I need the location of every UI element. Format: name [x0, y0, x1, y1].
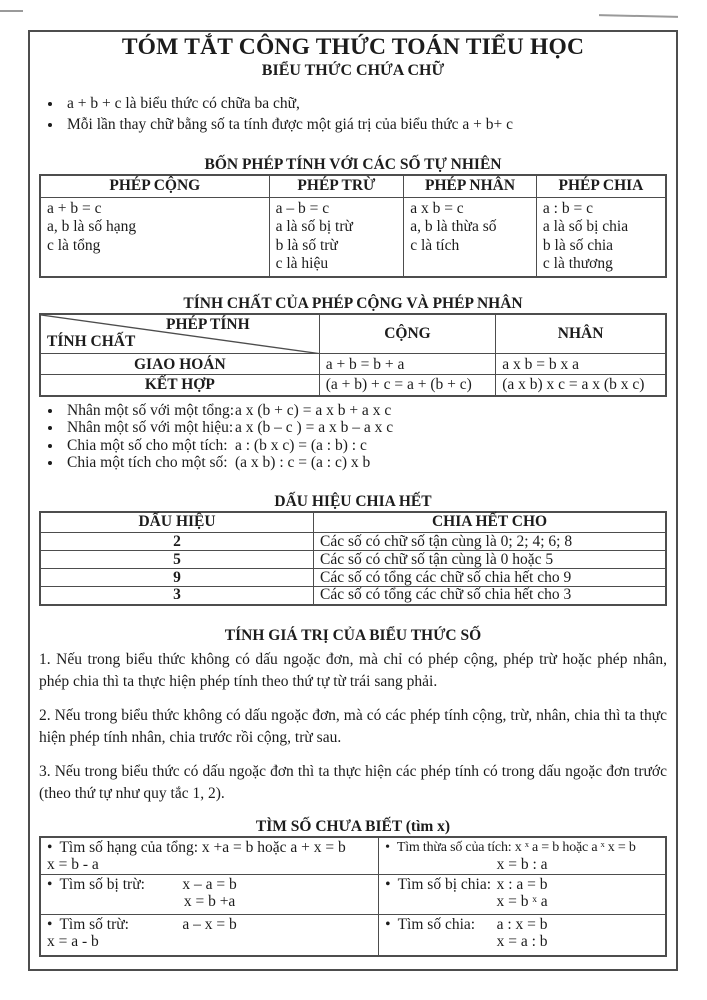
- find-divisor-cell: [379, 914, 666, 956]
- rule-paragraph-1: 1. Nếu trong biểu thức không có dấu ngoặc đơn, mà chỉ có phép cộng, phép trừ hoặc phép nhân, phép chia thì ta thực hiện phép tính theo thứ tự từ trái sang phải.: [39, 650, 667, 690]
- find-x-result: x = a : b: [496, 933, 548, 950]
- find-x-rule-text: Tìm thừa số của tích: x ˣ a = b hoặc a ˣ x = b: [396, 839, 636, 855]
- table-row-find-minuend-dividend: [40, 874, 666, 914]
- find-x-rule-formula: x : a = b: [496, 875, 548, 893]
- table-row: [40, 197, 666, 277]
- divisor-value: 5: [40, 551, 314, 569]
- find-x-result: x = a - b: [47, 933, 99, 950]
- section-heading-divisibility: DẤU HIỆU CHIA HẾT: [274, 492, 432, 510]
- formula-cell: a x b = b x a: [496, 354, 666, 375]
- rule-formula: a x (b – c ) = a x b – a x c: [235, 419, 394, 436]
- page-title: TÓM TẮT CÔNG THỨC TOÁN TIỂU HỌC: [121, 34, 585, 60]
- find-x-result: x = b - a: [47, 856, 99, 873]
- table-row: [40, 587, 666, 605]
- find-x-rule-label: Tìm số chia:: [397, 915, 476, 933]
- rule-paragraph-2: 2. Nếu trong biểu thức không có dấu ngoặc đơn, mà có các phép tính cộng, trừ, nhân, chia thì ta thực hiện phép tính nhân, chia trước rồi cộng, trừ sau.: [39, 706, 667, 746]
- formula-cell: (a x b) x c = a x (b x c): [496, 375, 666, 396]
- find-factor-cell: [379, 837, 666, 875]
- table-cell-multiplication: a x b = c a, b là thừa số c là tích: [404, 197, 537, 277]
- table-row: [40, 533, 666, 551]
- table-row-find-addend-factor: [40, 837, 666, 875]
- table-row-commutative: [40, 354, 666, 375]
- table-cell-subtraction: a – b = c a là số bị trừ b là số trừ c là hiệu: [269, 197, 404, 277]
- divisibility-rule: Các số có chữ số tận cùng là 0 hoặc 5: [314, 551, 666, 569]
- table-header-row: [40, 314, 666, 354]
- divisor-value: 9: [40, 569, 314, 587]
- divisor-value: 2: [40, 533, 314, 551]
- rule-item: [63, 437, 667, 455]
- scan-artifact-line: [599, 14, 678, 18]
- page-subtitle: BIỂU THỨC CHỨA CHỮ: [261, 62, 445, 79]
- rule-formula: a : (b x c) = (a : b) : c: [235, 436, 367, 454]
- intro-bullet: • Mỗi lần thay chữ bằng số ta tính được một giá trị của biểu thức a + b+ c: [63, 114, 667, 135]
- intro-bullet: • a + b + c là biểu thức có chữa ba chữ,: [63, 93, 667, 114]
- column-header-addition: CỘNG: [319, 314, 496, 354]
- find-dividend-cell: [379, 874, 666, 914]
- table-cell-division: a : b = c a là số bị chia b là số chia c là thương: [536, 197, 666, 277]
- divisibility-rule: Các số có chữ số tận cùng là 0; 2; 4; 6; 8: [314, 533, 666, 551]
- rule-label: Chia một tích cho một số:: [67, 454, 228, 471]
- find-x-result: x = b +a: [183, 893, 236, 910]
- bullet-icon: [383, 840, 397, 855]
- scan-artifact-line: [0, 10, 23, 12]
- find-addend-cell: [40, 837, 379, 875]
- divisibility-rule: Các số có tổng các chữ số chia hết cho 9: [314, 569, 666, 587]
- property-name: GIAO HOÁN: [40, 354, 319, 375]
- find-x-result: x = b : a: [496, 856, 548, 873]
- column-header: PHÉP NHÂN: [404, 175, 537, 197]
- intro-bullet-list: [63, 93, 667, 135]
- table-row-associative: [40, 375, 666, 396]
- column-header: PHÉP CỘNG: [40, 175, 269, 197]
- section-heading-expression-value: TÍNH GIÁ TRỊ CỦA BIỂU THỨC SỐ: [224, 626, 482, 644]
- bullet-icon: [45, 839, 59, 856]
- table-header-row: [40, 175, 666, 197]
- rule-item: [63, 454, 667, 472]
- find-x-rule-label: Tìm số bị chia:: [397, 875, 492, 893]
- table-row-find-subtrahend-divisor: [40, 914, 666, 956]
- rule-label: Chia một số cho một tích:: [67, 436, 228, 454]
- section-heading-properties: TÍNH CHẤT CỦA PHÉP CỘNG VÀ PHÉP NHÂN: [183, 294, 523, 312]
- find-x-result: x = b ˣ a: [496, 893, 548, 910]
- property-name: KẾT HỢP: [40, 375, 319, 396]
- find-x-rule-formula: a : x = b: [496, 915, 548, 933]
- rule-formula: (a x b) : c = (a : c) x b: [235, 454, 371, 471]
- section-heading-four-operations: BỐN PHÉP TÍNH VỚI CÁC SỐ TỰ NHIÊN: [204, 156, 502, 173]
- find-x-rule-label: Tìm số trừ:: [59, 915, 129, 933]
- corner-label-operation: PHÉP TÍNH: [165, 315, 250, 333]
- table-row: [40, 551, 666, 569]
- find-x-rule-formula: x – a = b: [182, 875, 237, 893]
- find-x-rule-formula: a – x = b: [182, 915, 237, 933]
- table-header-row: [40, 512, 666, 533]
- formula-cell: a + b = b + a: [319, 354, 496, 375]
- formula-cell: (a + b) + c = a + (b + c): [319, 375, 496, 396]
- find-x-rule-text: Tìm số hạng của tổng: x +a = b hoặc a + x = b: [59, 838, 346, 856]
- rule-paragraph-3: 3. Nếu trong biểu thức có dấu ngoặc đơn thì ta thực hiện các phép tính có trong dấu ngoặc đơn trước (theo thứ tự như quy tắc 1, 2).: [39, 762, 667, 802]
- table-row: [40, 569, 666, 587]
- find-x-rule-label: Tìm số bị trừ:: [59, 875, 145, 893]
- find-x-table: [39, 836, 667, 958]
- column-header: PHÉP CHIA: [536, 175, 666, 197]
- section-heading-find-x: TÌM SỐ CHƯA BIẾT (tìm x): [255, 817, 451, 835]
- column-header-multiplication: NHÂN: [496, 314, 666, 354]
- find-minuend-cell: [40, 874, 379, 914]
- table-cell-addition: a + b = c a, b là số hạng c là tổng: [40, 197, 269, 277]
- divisibility-table: [39, 511, 667, 606]
- rule-item: [63, 419, 667, 437]
- divisor-value: 3: [40, 587, 314, 605]
- column-header-rule: CHIA HẾT CHO: [314, 512, 666, 533]
- divisibility-rule: Các số có tổng các chữ số chia hết cho 3: [314, 587, 666, 605]
- document-border-frame: [28, 30, 678, 971]
- rule-label: Nhân một số với một tổng:: [67, 401, 235, 419]
- rule-formula: a x (b + c) = a x b + a x c: [235, 401, 392, 419]
- column-header: PHÉP TRỪ: [269, 175, 404, 197]
- find-subtrahend-cell: [40, 914, 379, 956]
- four-operations-table: [39, 174, 667, 278]
- rule-item: [63, 402, 667, 420]
- corner-label-property: TÍNH CHẤT: [47, 333, 136, 350]
- distribution-rules-list: [63, 402, 667, 472]
- properties-table: [39, 313, 667, 397]
- diagonal-header-cell: [40, 314, 319, 354]
- rule-label: Nhân một số với một hiệu:: [67, 419, 234, 436]
- column-header-sign: DẤU HIỆU: [40, 512, 314, 533]
